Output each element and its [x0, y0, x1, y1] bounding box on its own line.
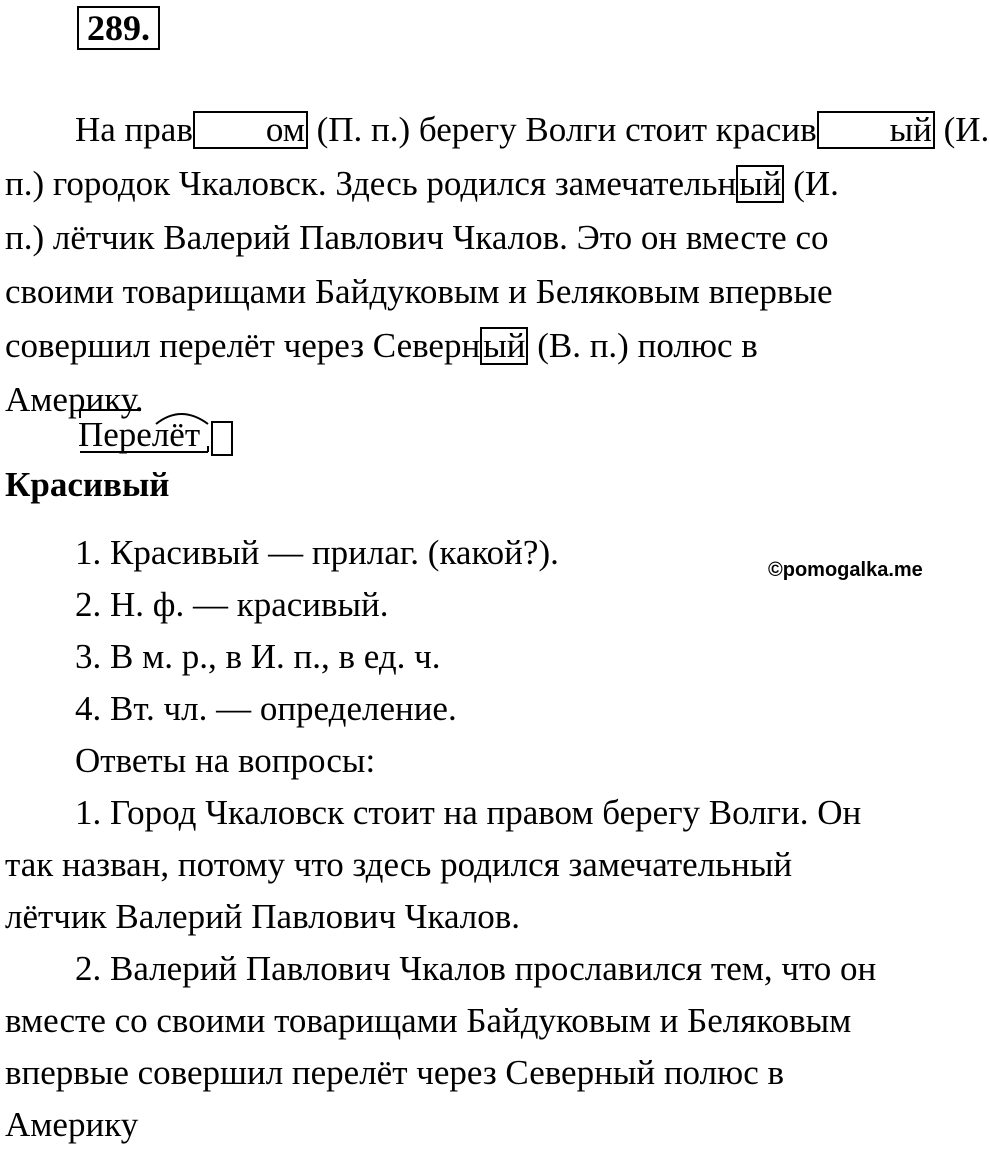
ending-box: ый [480, 327, 528, 365]
analysis-item: 3. В м. р., в И. п., в ед. ч. [75, 637, 441, 676]
text-line: п.) лётчик Валерий Павлович Чкалов. Это он вместе со [5, 218, 829, 257]
ending-box: ый [817, 111, 935, 149]
exercise-paragraph [5, 103, 989, 427]
null-ending [212, 422, 232, 455]
morpheme-analysis [78, 408, 200, 462]
text-span: (П. п.) берегу Волги стоит красив [307, 110, 817, 149]
text-span: (В. п.) полюс в [528, 326, 758, 365]
text-span: (И. [784, 164, 839, 203]
answer-line: 1. Город Чкаловск стоит на правом берегу Волги. Он [75, 793, 862, 832]
exercise-number: 289. [77, 6, 160, 50]
analysis-title: Красивый [5, 465, 170, 504]
text-span: совершил перелёт через Северн [5, 326, 481, 365]
analysis-item: 1. Красивый — прилаг. (какой?). [75, 533, 559, 572]
answer-line: Америку [5, 1105, 139, 1144]
answer-line: 2. Валерий Павлович Чкалов прославился тем, что он [75, 949, 877, 988]
watermark: ©pomogalka.me [768, 559, 923, 581]
answer-line: вместе со своими товарищами Байдуковым и Беляковым [5, 1001, 852, 1040]
morpheme-marks [78, 408, 238, 462]
analysis-item: 2. Н. ф. — красивый. [75, 585, 389, 624]
text-line: Америку. [5, 380, 144, 419]
text-line: своими товарищами Байдуковым и Беляковым впервые [5, 272, 833, 311]
answer-line: лётчик Валерий Павлович Чкалов. [5, 897, 521, 936]
text-span: (И. [934, 110, 989, 149]
prefix-mark [80, 410, 141, 418]
morpheme-word: Перелёт [78, 415, 201, 454]
analysis-item: 4. Вт. чл. — определение. [75, 689, 457, 728]
answers-block [5, 527, 960, 1151]
root-arc [156, 414, 208, 424]
answers-title: Ответы на вопросы: [75, 741, 376, 780]
ending-box: ый [736, 165, 784, 203]
answer-line: впервые совершил перелёт через Северный полюс в [5, 1053, 785, 1092]
answer-line: так назван, потому что здесь родился замечательный [5, 845, 793, 884]
ending-box: ом [193, 111, 308, 149]
text-span: п.) городок Чкаловск. Здесь родился замечательн [5, 164, 737, 203]
text-span: На прав [75, 110, 193, 149]
